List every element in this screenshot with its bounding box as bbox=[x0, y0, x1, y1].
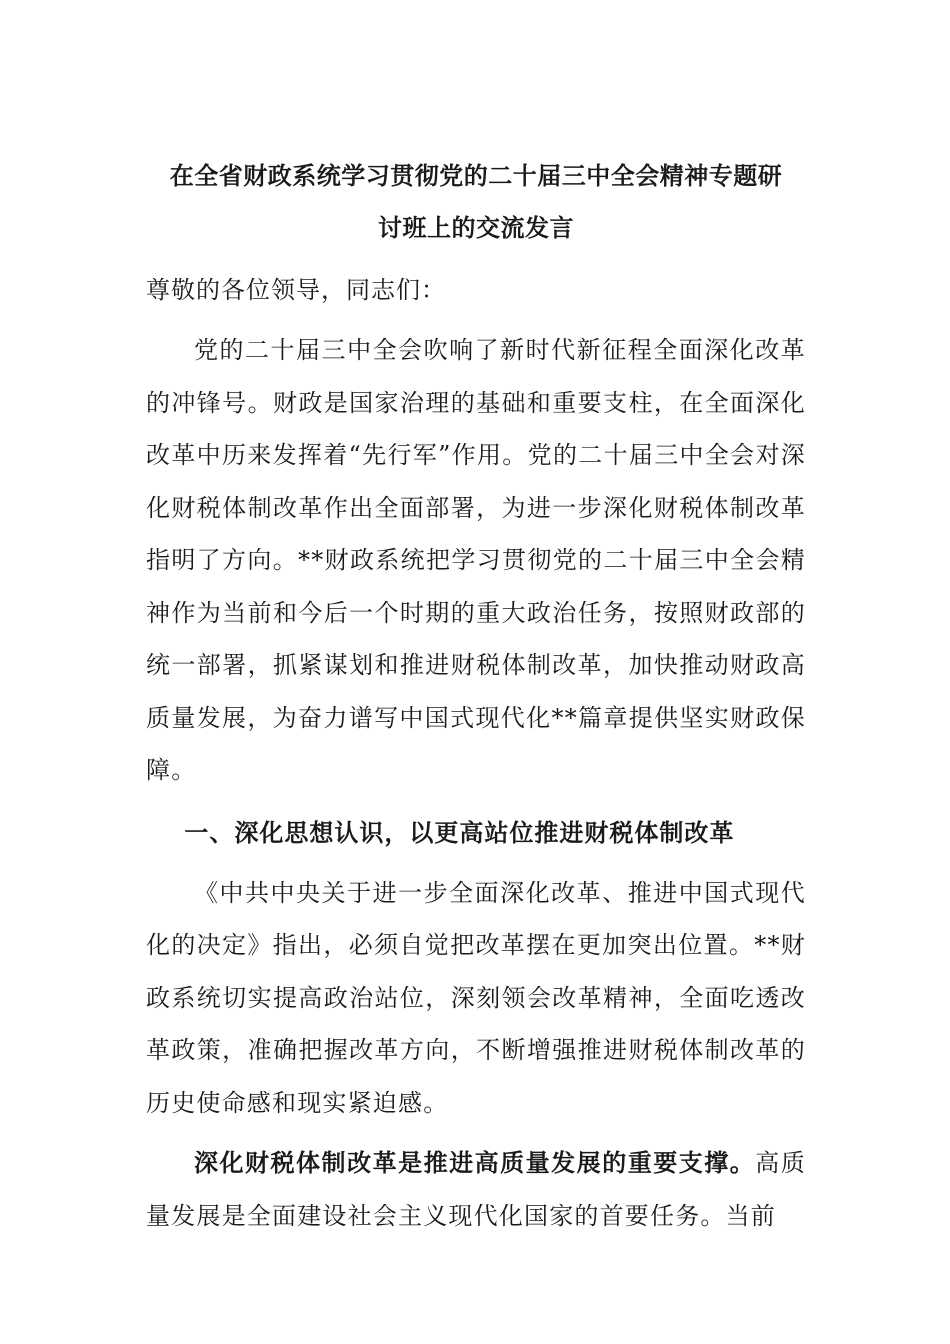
paragraph-body-text: 高质量发展是全面建设社会主义现代化国家的首要任务。当前 bbox=[146, 1149, 806, 1230]
paragraph-section-1: 《中共中央关于进一步全面深化改革、推进中国式现代化的决定》指出，必须自觉把改革摆在更加突出位置。**财政系统切实提高政治站位，深刻领会改革精神，全面吃透改革政策，准确把握改革方向，不断增强推进财税体制改革的历史使命感和现实紧迫感。 bbox=[146, 878, 806, 1117]
paragraph-support bbox=[146, 1137, 806, 1242]
document-page bbox=[146, 150, 806, 1242]
section-heading-1: 一、深化思想认识，以更高站位推进财税体制改革 bbox=[184, 817, 735, 847]
paragraph-lead-sentence: 深化财税体制改革是推进高质量发展的重要支撑。 bbox=[194, 1148, 756, 1177]
title-line-1: 在全省财政系统学习贯彻党的二十届三中全会精神专题研 bbox=[169, 161, 783, 190]
document-title bbox=[146, 150, 806, 254]
salutation: 尊敬的各位领导，同志们： bbox=[146, 276, 446, 304]
paragraph-intro: 党的二十届三中全会吹响了新时代新征程全面深化改革的冲锋号。财政是国家治理的基础和重要支柱，在全面深化改革中历来发挥着“先行军”作用。党的二十届三中全会对深化财税体制改革作出全面部署，为进一步深化财税体制改革指明了方向。**财政系统把学习贯彻党的二十届三中全会精神作为当前和今后一个时期的重大政治任务，按照财政部的统一部署，抓紧谋划和推进财税体制改革，加快推动财政高质量发展，为奋力谱写中国式现代化**篇章提供坚实财政保障。 bbox=[146, 336, 806, 784]
title-line-2: 讨班上的交流发言 bbox=[378, 213, 574, 242]
